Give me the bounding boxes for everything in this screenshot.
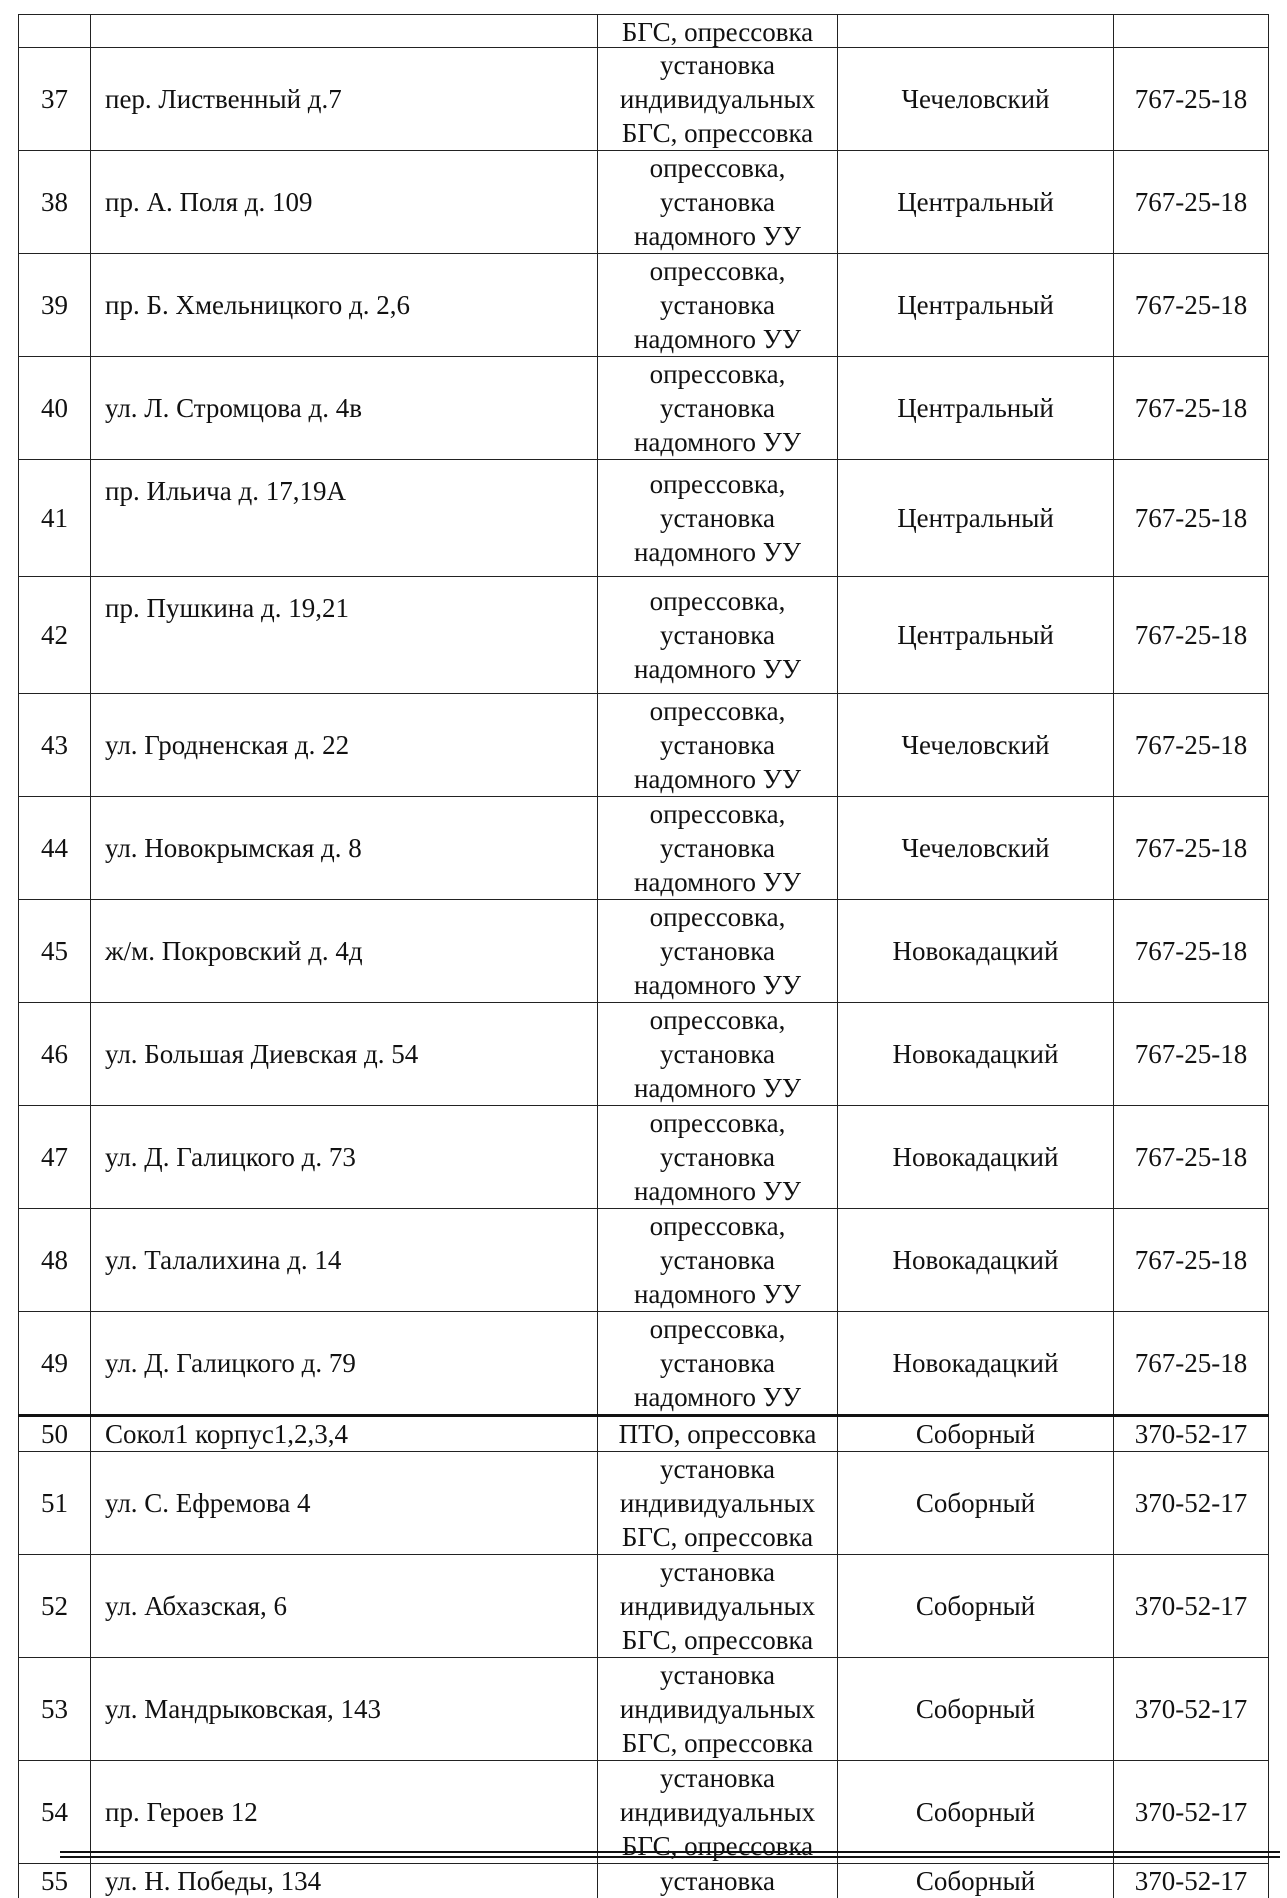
table-body [19, 15, 1269, 1898]
row-phone: 767-25-18 [1114, 694, 1269, 797]
row-district: Чечеловский [838, 48, 1114, 151]
row-address: ул. Большая Диевская д. 54 [91, 1003, 598, 1106]
row-district: Соборный [838, 1416, 1114, 1452]
row-work: опрессовка, установка надомного УУ [598, 151, 838, 254]
row-work: установка индивидуальных БГС, опрессовка [598, 1555, 838, 1658]
table-row [19, 1452, 1269, 1555]
row-district: Новокадацкий [838, 900, 1114, 1003]
row-district [838, 15, 1114, 48]
row-phone: 370-52-17 [1114, 1864, 1269, 1898]
row-work: опрессовка, установка надомного УУ [598, 1209, 838, 1312]
row-work: БГС, опрессовка [598, 15, 838, 48]
row-number: 47 [19, 1106, 91, 1209]
row-work: установка [598, 1864, 838, 1898]
row-number: 55 [19, 1864, 91, 1898]
row-phone: 767-25-18 [1114, 900, 1269, 1003]
row-number: 46 [19, 1003, 91, 1106]
row-number: 41 [19, 460, 91, 577]
row-work: опрессовка, установка надомного УУ [598, 900, 838, 1003]
table-row [19, 357, 1269, 460]
row-number: 44 [19, 797, 91, 900]
row-address: ул. Л. Стромцова д. 4в [91, 357, 598, 460]
row-number: 49 [19, 1312, 91, 1416]
row-district: Центральный [838, 460, 1114, 577]
row-number: 51 [19, 1452, 91, 1555]
row-phone: 767-25-18 [1114, 1312, 1269, 1416]
row-address: ул. Мандрыковская, 143 [91, 1658, 598, 1761]
row-district: Центральный [838, 577, 1114, 694]
row-address: ул. Д. Галицкого д. 79 [91, 1312, 598, 1416]
row-phone: 767-25-18 [1114, 460, 1269, 577]
row-address: ул. Абхазская, 6 [91, 1555, 598, 1658]
table-row [19, 1555, 1269, 1658]
table-row [19, 900, 1269, 1003]
row-address: пр. Пушкина д. 19,21 [91, 577, 598, 694]
row-district: Новокадацкий [838, 1003, 1114, 1106]
row-work: ПТО, опрессовка [598, 1416, 838, 1452]
row-number: 43 [19, 694, 91, 797]
row-phone: 767-25-18 [1114, 577, 1269, 694]
row-work: опрессовка, установка надомного УУ [598, 357, 838, 460]
row-number: 39 [19, 254, 91, 357]
row-address: ж/м. Покровский д. 4д [91, 900, 598, 1003]
row-work: установка индивидуальных БГС, опрессовка [598, 1761, 838, 1864]
row-work: опрессовка, установка надомного УУ [598, 1312, 838, 1416]
row-address: ул. Н. Победы, 134 [91, 1864, 598, 1898]
table-row [19, 1761, 1269, 1864]
row-district: Центральный [838, 254, 1114, 357]
strike-line [60, 1856, 1280, 1858]
row-district: Соборный [838, 1658, 1114, 1761]
row-work: опрессовка, установка надомного УУ [598, 254, 838, 357]
table-row [19, 1106, 1269, 1209]
row-address: пр. Героев 12 [91, 1761, 598, 1864]
table-row [19, 797, 1269, 900]
row-work: опрессовка, установка надомного УУ [598, 694, 838, 797]
row-work: опрессовка, установка надомного УУ [598, 1003, 838, 1106]
table-row [19, 1312, 1269, 1416]
row-address: ул. Д. Галицкого д. 73 [91, 1106, 598, 1209]
row-phone: 767-25-18 [1114, 357, 1269, 460]
row-address: пр. Б. Хмельницкого д. 2,6 [91, 254, 598, 357]
row-number: 48 [19, 1209, 91, 1312]
strike-line [60, 1851, 1280, 1853]
row-district: Соборный [838, 1864, 1114, 1898]
row-phone: 767-25-18 [1114, 1106, 1269, 1209]
row-number: 38 [19, 151, 91, 254]
row-work: опрессовка, установка надомного УУ [598, 460, 838, 577]
row-district: Чечеловский [838, 694, 1114, 797]
row-number: 54 [19, 1761, 91, 1864]
table-row [19, 151, 1269, 254]
row-address: пр. А. Поля д. 109 [91, 151, 598, 254]
row-phone [1114, 15, 1269, 48]
row-phone: 767-25-18 [1114, 1003, 1269, 1106]
row-address: пер. Лиственный д.7 [91, 48, 598, 151]
row-address: ул. С. Ефремова 4 [91, 1452, 598, 1555]
table-row [19, 1864, 1269, 1898]
table-row [19, 1209, 1269, 1312]
row-phone: 767-25-18 [1114, 797, 1269, 900]
row-address: пр. Ильича д. 17,19А [91, 460, 598, 577]
table-row [19, 1003, 1269, 1106]
row-work: установка индивидуальных БГС, опрессовка [598, 1452, 838, 1555]
row-number: 40 [19, 357, 91, 460]
row-number [19, 15, 91, 48]
row-phone: 370-52-17 [1114, 1555, 1269, 1658]
row-work: опрессовка, установка надомного УУ [598, 577, 838, 694]
row-district: Центральный [838, 357, 1114, 460]
table-row [19, 694, 1269, 797]
work-schedule-table [18, 14, 1269, 1898]
row-work: опрессовка, установка надомного УУ [598, 1106, 838, 1209]
table-row [19, 254, 1269, 357]
table-row [19, 1658, 1269, 1761]
row-district: Центральный [838, 151, 1114, 254]
row-number: 37 [19, 48, 91, 151]
row-phone: 370-52-17 [1114, 1658, 1269, 1761]
row-district: Соборный [838, 1555, 1114, 1658]
row-phone: 767-25-18 [1114, 151, 1269, 254]
row-number: 52 [19, 1555, 91, 1658]
row-address: Сокол1 корпус1,2,3,4 [91, 1416, 598, 1452]
row-work: установка индивидуальных БГС, опрессовка [598, 1658, 838, 1761]
table-row [19, 1416, 1269, 1452]
row-district: Соборный [838, 1761, 1114, 1864]
row-district: Чечеловский [838, 797, 1114, 900]
row-phone: 767-25-18 [1114, 254, 1269, 357]
row-number: 42 [19, 577, 91, 694]
row-work: опрессовка, установка надомного УУ [598, 797, 838, 900]
table-row [19, 15, 1269, 48]
row-district: Новокадацкий [838, 1312, 1114, 1416]
row-phone: 370-52-17 [1114, 1761, 1269, 1864]
table-row [19, 460, 1269, 577]
row-address: ул. Талалихина д. 14 [91, 1209, 598, 1312]
row-district: Новокадацкий [838, 1106, 1114, 1209]
table-row [19, 48, 1269, 151]
row-number: 53 [19, 1658, 91, 1761]
row-phone: 370-52-17 [1114, 1416, 1269, 1452]
row-number: 45 [19, 900, 91, 1003]
row-phone: 767-25-18 [1114, 1209, 1269, 1312]
row-address: ул. Новокрымская д. 8 [91, 797, 598, 900]
row-work: установка индивидуальных БГС, опрессовка [598, 48, 838, 151]
row-district: Соборный [838, 1452, 1114, 1555]
row-phone: 767-25-18 [1114, 48, 1269, 151]
table-row [19, 577, 1269, 694]
row-address [91, 15, 598, 48]
row-address: ул. Гродненская д. 22 [91, 694, 598, 797]
row-phone: 370-52-17 [1114, 1452, 1269, 1555]
row-number: 50 [19, 1416, 91, 1452]
row-district: Новокадацкий [838, 1209, 1114, 1312]
